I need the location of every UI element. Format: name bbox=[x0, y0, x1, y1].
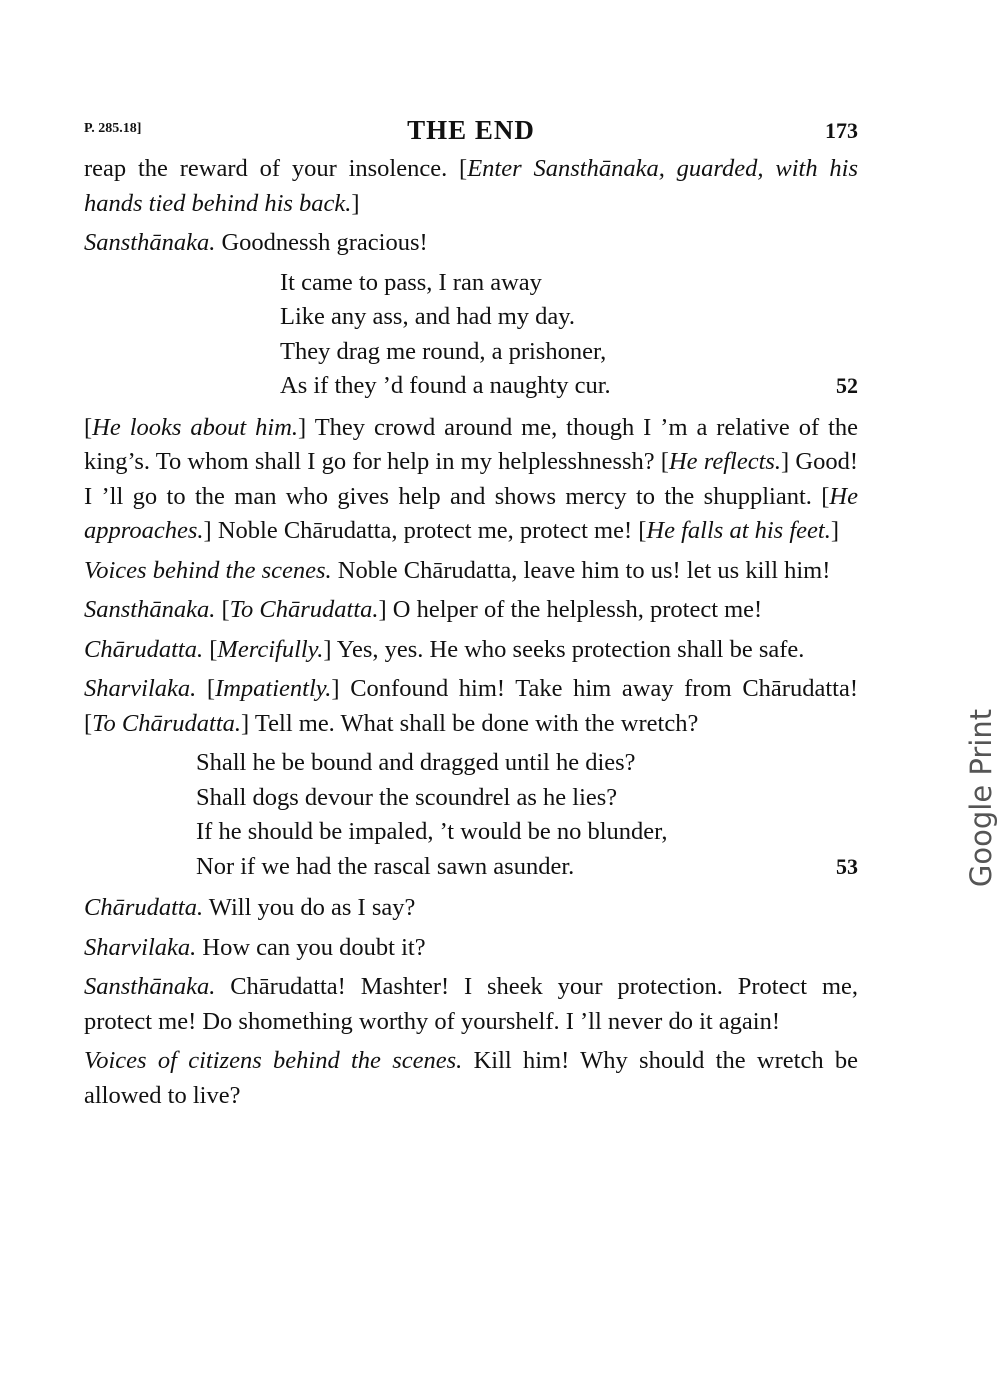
verse-line: It came to pass, I ran away bbox=[280, 268, 542, 296]
header-reference: P. 285.18] bbox=[84, 121, 142, 136]
book-page bbox=[84, 112, 858, 1118]
speech-text: ] Yes, yes. He who seeks protection shall be safe. bbox=[323, 635, 805, 663]
verse-line: As if they ’d found a naughty cur. bbox=[280, 372, 611, 399]
running-header bbox=[84, 112, 858, 152]
stage-direction: To Chārudatta. bbox=[92, 709, 242, 737]
stage-direction: He looks about him. bbox=[92, 413, 299, 441]
stage-direction: He approaches. bbox=[84, 482, 858, 544]
speech-text: Will you do as I say? bbox=[203, 894, 416, 921]
text-run: ] Good! I ’ll go to the man who gives help and shows mercy to the shuppliant. [ bbox=[84, 448, 858, 510]
speech-text: Goodnessh gracious! bbox=[215, 229, 428, 256]
text-run: [ bbox=[84, 413, 93, 441]
header-title: THE END bbox=[407, 115, 535, 145]
speech-sansthanaka-4 bbox=[84, 970, 858, 1039]
stage-direction: To Chārudatta. bbox=[229, 596, 379, 623]
verse-line: Shall dogs devour the scoundrel as he lies? bbox=[196, 783, 618, 811]
speaker-name: Chārudatta. bbox=[84, 635, 204, 663]
speech-sharvilaka-1 bbox=[84, 672, 858, 741]
verse-line: Nor if we had the rascal sawn asunder. bbox=[196, 852, 575, 880]
verse-52 bbox=[84, 266, 858, 404]
speech-sansthanaka-1 bbox=[84, 226, 858, 261]
speech-sharvilaka-2 bbox=[84, 931, 858, 966]
speech-text: ] O helper of the helplessh, protect me! bbox=[378, 596, 763, 623]
stage-direction: Enter Sansthānaka, guarded, with his hands tied behind his back. bbox=[84, 155, 858, 217]
verse-line: They drag me round, a prishoner, bbox=[280, 337, 607, 365]
verse-line: Shall he be bound and dragged until he dies? bbox=[196, 749, 636, 776]
stage-direction: He falls at his feet. bbox=[646, 517, 831, 544]
speech-sansthanaka-3 bbox=[84, 593, 858, 628]
verse-line: If he should be impaled, ’t would be no blunder, bbox=[196, 818, 668, 845]
text-run: [ bbox=[215, 596, 230, 623]
speech-text: ] Tell me. What shall be done with the wretch? bbox=[241, 709, 699, 737]
speaker-name: Sharvilaka. bbox=[84, 675, 197, 702]
text-run: [ bbox=[203, 635, 218, 663]
page-number: 173 bbox=[825, 118, 858, 143]
speech-text: Chārudatta! Mashter! I sheek your protection. Protect me, protect me! Do shomething worthy of yourshelf. I ’ll never do it again! bbox=[84, 973, 858, 1035]
speaker-name: Chārudatta. bbox=[84, 894, 204, 921]
speech-charudatta-2 bbox=[84, 891, 858, 926]
speaker-name: Sansthānaka. bbox=[84, 596, 216, 623]
paragraph-stage-entry bbox=[84, 152, 858, 221]
speech-sansthanaka-2 bbox=[84, 411, 858, 549]
speaker-name: Voices behind the scenes. bbox=[84, 556, 332, 584]
speaker-name: Sansthānaka. bbox=[84, 229, 216, 256]
text-run: ] They crowd around me, though I ’m a relative of the king’s. To whom shall I go for help in my helplesshnessh? [ bbox=[84, 413, 859, 475]
speaker-name: Sharvilaka. bbox=[84, 933, 197, 961]
text-run: ] bbox=[351, 189, 360, 217]
speech-text: Kill him! Why should the wretch be allowed to live? bbox=[84, 1047, 858, 1109]
text-run: ] Noble Chārudatta, protect me, protect me! [ bbox=[203, 517, 647, 544]
verse-line: Like any ass, and had my day. bbox=[280, 303, 576, 330]
stage-direction: He reflects. bbox=[668, 448, 782, 475]
speech-citizens bbox=[84, 1044, 858, 1113]
verse-53 bbox=[84, 746, 858, 884]
speech-text: How can you doubt it? bbox=[196, 933, 426, 961]
speaker-name: Voices of citizens behind the scenes. bbox=[84, 1047, 463, 1074]
speech-voices bbox=[84, 554, 858, 589]
speaker-name: Sansthānaka. bbox=[84, 973, 216, 1000]
text-run: [ bbox=[196, 675, 216, 702]
text-run: ] Confound him! Take him away from Chārudatta! [ bbox=[84, 675, 858, 737]
speech-text: Noble Chārudatta, leave him to us! let us kill him! bbox=[331, 556, 831, 584]
google-print-watermark: Google Print bbox=[964, 708, 998, 888]
speech-charudatta-1 bbox=[84, 633, 858, 668]
text-run: reap the reward of your insolence. [ bbox=[84, 155, 468, 182]
verse-number: 53 bbox=[836, 853, 858, 879]
stage-direction: Mercifully. bbox=[217, 635, 324, 663]
verse-number: 52 bbox=[836, 373, 858, 398]
text-run: ] bbox=[830, 517, 840, 544]
stage-direction: Impatiently. bbox=[215, 675, 332, 702]
